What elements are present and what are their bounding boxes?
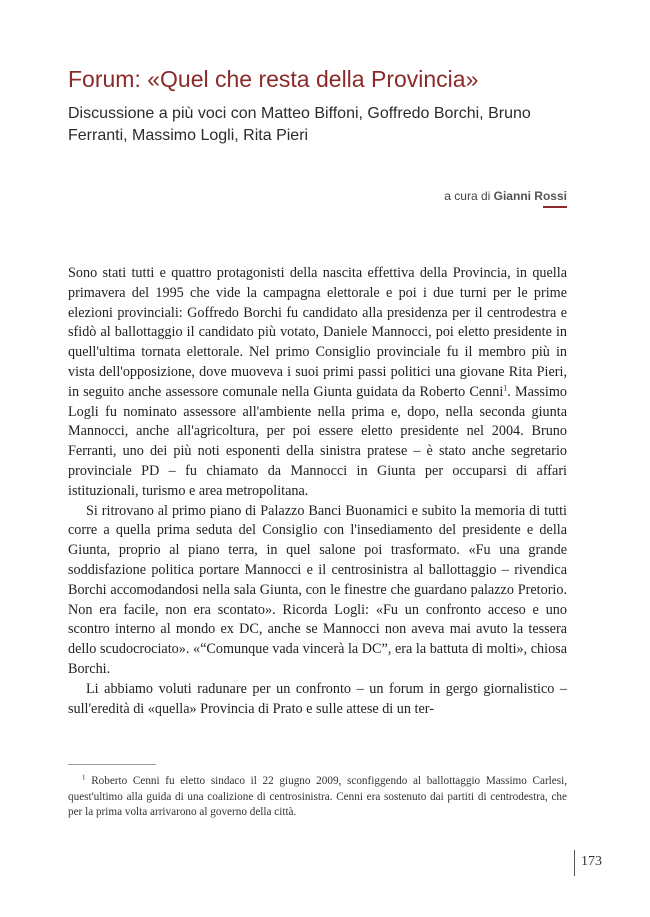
footnote-text: Roberto Cenni fu eletto sindaco il 22 giugno 2009, sconfiggendo al ballottaggio Massimo Carlesi, quest'ultimo alla guida di una coalizione di centrosinistra. Cenni era sostenuto dai partiti di centrodestra, che per la prima volta arrivarono al governo della città. bbox=[68, 775, 568, 818]
byline bbox=[444, 189, 567, 203]
byline-underline bbox=[543, 206, 567, 208]
footnote-marker: 1 bbox=[82, 773, 86, 782]
paragraph-1 bbox=[68, 264, 567, 502]
paragraph-1-text: Sono stati tutti e quattro protagonisti della nascita effettiva della Provincia, in quella primavera del 1995 che vide la campagna elettorale e poi i due turni per le prime elezioni provinciali: Goffredo Borchi fu candidato alla presidenza per il centrodestra e sfidò al ballottaggio il candidato più votato, Daniele Mannocci, poi eletto presidente in quell'ultima tornata elettorale. Nel primo Consiglio provinciale fu il membro più in vista dell'opposizione, dove muoveva i suoi primi passi politici una giovane Rita Pieri, in seguito anche assessore comunale nella Giunta guidata da Roberto Cenni bbox=[68, 265, 567, 400]
footnote-reference[interactable]: 1 bbox=[503, 383, 508, 393]
article-body bbox=[68, 264, 567, 719]
page-number-rule bbox=[574, 850, 575, 876]
footnote bbox=[68, 774, 567, 821]
article-title: Forum: «Quel che resta della Provincia» bbox=[68, 66, 479, 92]
paragraph-1-tail: . Massimo Logli fu nominato assessore all'ambiente nella prima e, dopo, nella seconda giunta Mannocci, anche all'agricoltura, per poi essere eletto presidente nel 2004. Bruno Ferranti, uno dei più noti esponenti della sinistra pratese – è stato anche segretario provinciale PD – fu chiamato da Mannocci in Giunta per occuparsi di affari istituzionali, turismo e area metropolitana. bbox=[68, 383, 567, 499]
byline-prefix: a cura di bbox=[444, 189, 491, 203]
paragraph-3: Li abbiamo voluti radunare per un confronto – un forum in gergo giornalistico – sull'eredità di «quella» Provincia di Prato e sulle attese di un ter- bbox=[68, 680, 567, 717]
article-subtitle: Discussione a più voci con Matteo Biffoni, Goffredo Borchi, Bruno Ferranti, Massimo Logli, Rita Pieri bbox=[68, 105, 531, 144]
page-number: 173 bbox=[581, 854, 602, 869]
paragraph-2: Si ritrovano al primo piano di Palazzo Banci Buonamici e subito la memoria di tutti corre a quella prima seduta del Consiglio con l'insediamento del presidente e della Giunta, proprio al piano terra, in quel salone poi trasformato. «Fu una grande soddisfazione politica portare Mannocci e il centrosinistra al ballottaggio – rivendica Borchi accomodandosi nella sala Giunta, con le finestre che guardano palazzo Pretorio. Non era facile, non era scontato». Ricorda Logli: «Fu un confronto acceso e uno scontro interno al mondo ex DC, anche se Mannocci non aveva mai avuto la tessera dello scudocrociato». «“Comunque vada vincerà la DC”, era la battuta di molti», chiosa Borchi. bbox=[68, 502, 567, 677]
byline-author: Gianni Rossi bbox=[493, 189, 567, 203]
footnote-separator bbox=[68, 764, 156, 765]
